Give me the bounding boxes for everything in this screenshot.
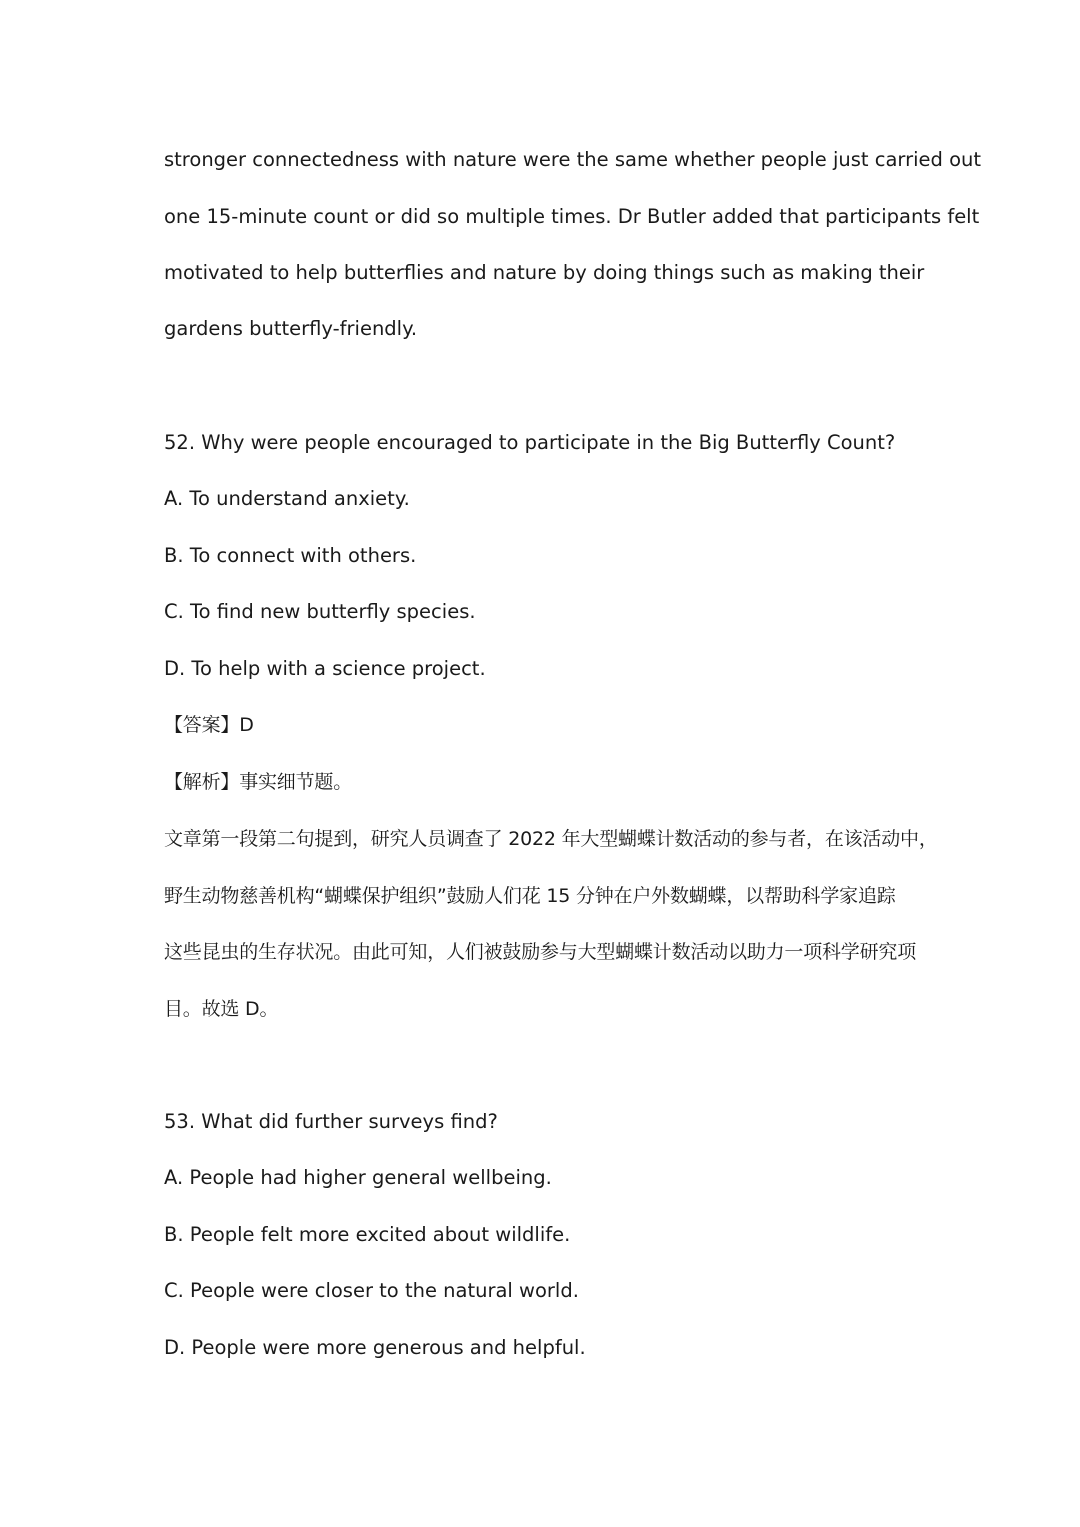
q52-analysis-line: 野生动物慈善机构“蝴蝶保护组织”鼓励人们花 15 分钟在户外数蝴蝶，以帮助科学家追踪 <box>164 885 896 907</box>
q52-analysis-line: 这些昆虫的生存状况。由此可知，人们被鼓励参与大型蝴蝶计数活动以助力一项科学研究项 <box>164 941 917 963</box>
q52-option-b: B. To connect with others. <box>164 544 417 567</box>
q52-option-d: D. To help with a science project. <box>164 657 486 680</box>
passage-line: one 15-minute count or did so multiple times. Dr Butler added that participants felt <box>164 205 980 228</box>
q52-analysis-line: 文章第一段第二句提到，研究人员调查了 2022 年大型蝴蝶计数活动的参与者，在该活动中， <box>164 828 938 850</box>
passage-line: motivated to help butterflies and nature by doing things such as making their <box>164 261 925 284</box>
q52-analysis-heading: 【解析】事实细节题。 <box>164 771 353 793</box>
passage-line: gardens butterfly-friendly. <box>164 317 418 340</box>
question-52: 52. Why were people encouraged to participate in the Big Butterfly Count? <box>164 431 896 454</box>
q52-option-c: C. To find new butterfly species. <box>164 600 476 623</box>
q53-option-a: A. People had higher general wellbeing. <box>164 1166 552 1189</box>
q52-answer: 【答案】D <box>164 714 254 736</box>
q53-option-b: B. People felt more excited about wildlife. <box>164 1223 571 1246</box>
q52-option-a: A. To understand anxiety. <box>164 487 410 510</box>
passage-line: stronger connectedness with nature were the same whether people just carried out <box>164 148 982 171</box>
q52-analysis-line: 目。故选 D。 <box>164 998 279 1020</box>
q53-option-d: D. People were more generous and helpful. <box>164 1336 586 1359</box>
q53-option-c: C. People were closer to the natural world. <box>164 1279 579 1302</box>
question-53: 53. What did further surveys find? <box>164 1110 498 1133</box>
